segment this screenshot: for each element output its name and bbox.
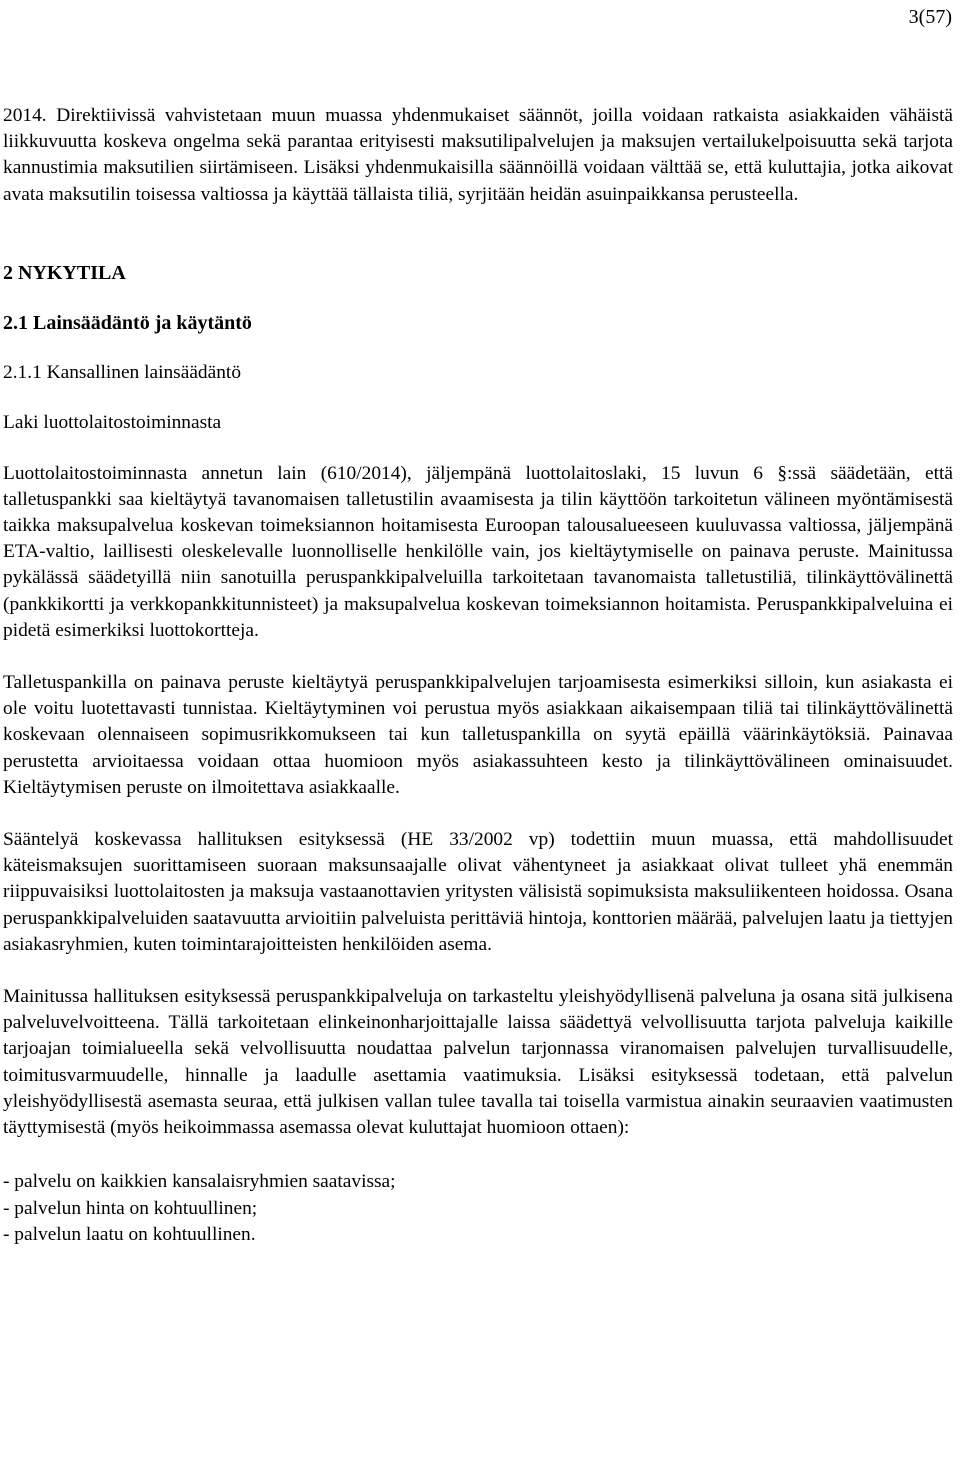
list-item: - palvelu on kaikkien kansalaisryhmien saatavissa; [3, 1171, 396, 1193]
list-item: - palvelun laatu on kohtuullinen. [3, 1223, 256, 1245]
body-paragraph: Mainitussa hallituksen esityksessä peruspankkipalveluja on tarkasteltu yleishyödyllisenä palveluna ja osana sitä julkisena palveluvelvoitteena. Tällä tarkoitetaan elinkeinonharjoittajalle laissa säädettyä velvollisuutta tarjota palveluja kaikille tarjoajan toimialueella sekä velvollisuutta noudattaa palvelun tarjonnassa viranomaisen palvelujen turvallisuudelle, toimitusvarmuudelle, hinnalle ja laadulle asettamia vaatimuksia. Lisäksi esityksessä todetaan, että palvelun yleishyödyllisestä asemasta seuraa, että julkisen vallan tulee tavalla tai toisella varmistua ainakin seuraavien vaatimusten täyttymisestä (myös heikoimmassa asemassa olevat kuluttajat huomioon ottaen): [3, 986, 953, 1139]
body-paragraph: Sääntelyä koskevassa hallituksen esityksessä (HE 33/2002 vp) todettiin muun muassa, että mahdollisuudet käteismaksujen suorittamiseen suoraan maksunsaajalle olivat vähentyneet ja asiakkaat olivat tulleet yhä enemmän riippuvaisiksi luottolaitosten ja maksuja vastaanottavien yritysten välisistä sopimuksista maksuliikenteen hoidossa. Osana peruspankkipalveluiden saatavuutta arvioitiin palveluista perittäviä hintoja, konttorien määrää, palvelujen laatu ja tiettyjen asiakasryhmien, kuten toimintarajoitteisten henkilöiden asema. [3, 829, 953, 955]
subsubsection-heading: 2.1.1 Kansallinen lainsäädäntö [3, 362, 242, 384]
list-item: - palvelun hinta on kohtuullinen; [3, 1197, 258, 1219]
law-title: Laki luottolaitostoiminnasta [3, 412, 222, 434]
intro-paragraph: 2014. Direktiivissä vahvistetaan muun muassa yhdenmukaiset säännöt, joilla voidaan ratkaista asiakkaiden vähäistä liikkuvuutta koskeva ongelma sekä parantaa erityisesti maksutilipalvelujen ja maksujen vertailukelpoisuutta sekä tarjota kannustimia maksutilien siirtämiseen. Lisäksi yhdenmukaisilla säännöillä voidaan välttää se, että kuluttajia, jotka aikovat avata maksutilin toisessa valtiossa ja käyttää tällaista tiliä, syrjitään heidän asuinpaikkansa perusteella. [3, 105, 953, 205]
body-paragraph: Luottolaitostoiminnasta annetun lain (610/2014), jäljempänä luottolaitoslaki, 15 luvun 6 §:ssä säädetään, että talletuspankki saa kieltäytyä tavanomaisen talletustilin avaamisesta ja tilin käyttöön tarkoitetun välineen myöntämisestä taikka maksupalvelua koskevan toimeksiannon hoitamisesta Euroopan talousalueeseen kuuluvassa valtiossa, jäljempänä ETA-valtio, laillisesti oleskelevalle luonnolliselle henkilölle vain, jos kieltäytymiselle on painava peruste. Mainitussa pykälässä säädetyillä niin sanotuilla peruspankkipalveluilla tarkoitetaan tavanomaista talletustiliä, tilinkäyttövälinettä (pankkikortti ja verkkopankkitunnisteet) ja maksupalvelua koskevan toimeksiannon hoitamista. Peruspankkipalveluina ei pidetä esimerkiksi luottokortteja. [3, 462, 953, 641]
body-paragraph: Talletuspankilla on painava peruste kieltäytyä peruspankkipalvelujen tarjoamisesta esimerkiksi silloin, kun asiakasta ei ole voitu luotettavasti tunnistaa. Kieltäytyminen voi perustua myös asiakkaan aikaisempaan tiliä tai tilinkäyttövälinettä koskevaan olennaiseen sopimusrikkomukseen tai kun talletuspankilla on syytä epäillä väärinkäytöksiä. Painavaa perustetta arvioitaessa voidaan ottaa huomioon myös asiakassuhteen kesto ja tilinkäyttövälineen ominaisuudet. Kieltäytymisen peruste on ilmoitettava asiakkaalle. [3, 672, 953, 798]
requirements-list [3, 1169, 953, 1248]
subsection-heading: 2.1 Lainsäädäntö ja käytäntö [3, 312, 252, 335]
page-number: 3(57) [908, 6, 952, 28]
section-heading: 2 NYKYTILA [3, 261, 126, 284]
document-body [3, 103, 953, 1248]
